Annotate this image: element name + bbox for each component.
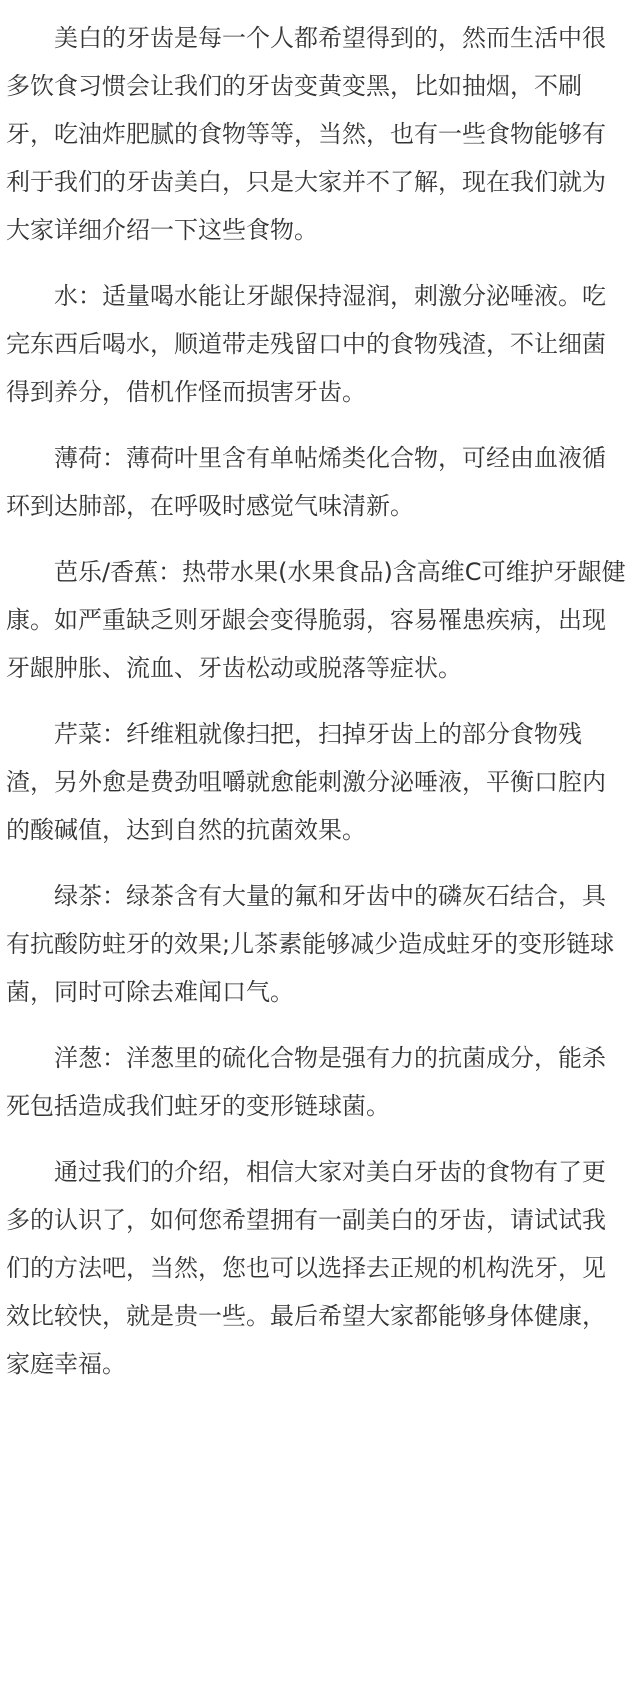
paragraph-onion: 洋葱：洋葱里的硫化合物是强有力的抗菌成分，能杀死包括造成我们蛀牙的变形链球菌。 [6,1044,606,1120]
paragraph-intro: 美白的牙齿是每一个人都希望得到的，然而生活中很多饮食习惯会让我们的牙齿变黄变黑，比如抽烟，不刷牙，吃油炸肥腻的食物等等，当然，也有一些食物能够有利于我们的牙齿美白，只是大家并不了解，现在我们就为大家详细介绍一下这些食物。 [6,24,606,244]
paragraph-water: 水：适量喝水能让牙龈保持湿润，刺激分泌唾液。吃完东西后喝水，顺道带走残留口中的食物残渣，不让细菌得到养分，借机作怪而损害牙齿。 [6,282,606,406]
paragraph-mint: 薄荷：薄荷叶里含有单帖烯类化合物，可经由血液循环到达肺部，在呼吸时感觉气味清新。 [6,444,606,520]
paragraph-celery: 芹菜：纤维粗就像扫把，扫掉牙齿上的部分食物残渣，另外愈是费劲咀嚼就愈能刺激分泌唾液，平衡口腔内的酸碱值，达到自然的抗菌效果。 [6,720,606,844]
paragraph-green-tea: 绿茶：绿茶含有大量的氟和牙齿中的磷灰石结合，具有抗酸防蛀牙的效果;儿茶素能够减少造成蛀牙的变形链球菌，同时可除去难闻口气。 [6,882,615,1006]
paragraph-guava-banana: 芭乐/香蕉：热带水果(水果食品)含高维C可维护牙龈健康。如严重缺乏则牙龈会变得脆弱，容易罹患疾病，出现牙龈肿胀、流血、牙齿松动或脱落等症状。 [6,558,626,682]
paragraph-conclusion: 通过我们的介绍，相信大家对美白牙齿的食物有了更多的认识了，如何您希望拥有一副美白的牙齿，请试试我们的方法吧，当然，您也可以选择去正规的机构洗牙，见效比较快，就是贵一些。最后希望大家都能够身体健康，家庭幸福。 [6,1158,606,1378]
